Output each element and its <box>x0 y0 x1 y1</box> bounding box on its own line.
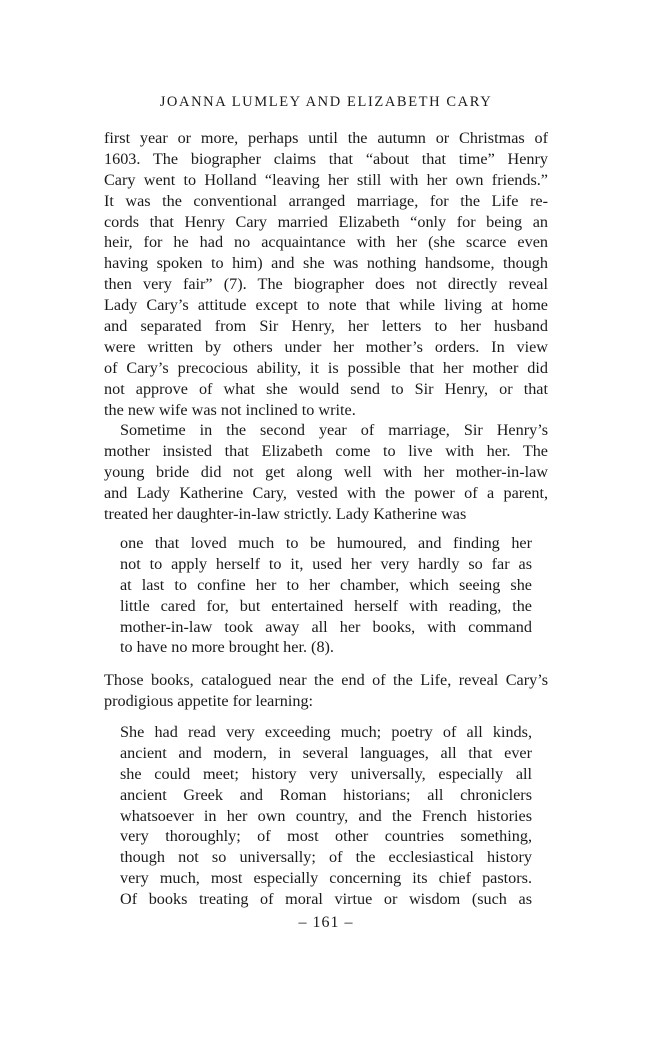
text-line: Lady Cary’s attitude except to note that while living at home <box>104 296 548 315</box>
text-line: heir, for he had no acquaintance with her (she scarce even <box>104 233 548 252</box>
text-line: of Cary’s precocious ability, it is possible that her mother did <box>104 358 548 377</box>
text-line: then very fair” (7). The biographer does not directly reveal <box>104 275 548 294</box>
quote-line: not to apply herself to it, used her very hardly so far as <box>120 554 532 573</box>
quote-line: mother-in-law took away all her books, with command <box>120 617 532 636</box>
page-number: – 161 – <box>298 914 354 931</box>
text-line: young bride did not get along well with her mother-in-law <box>104 463 548 482</box>
text-line: Cary went to Holland “leaving her still with her own friends.” <box>104 170 548 189</box>
quote-line: at last to confine her to her chamber, which seeing she <box>120 575 532 594</box>
running-head: JOANNA LUMLEY AND ELIZABETH CARY <box>159 94 493 110</box>
text-line: mother insisted that Elizabeth come to live with her. The <box>104 442 548 461</box>
quote-line: very much, most especially concerning its chief pastors. <box>120 869 532 888</box>
quote-line: ancient and modern, in several languages, all that ever <box>120 743 532 762</box>
text-line: prodigious appetite for learning: <box>104 691 314 710</box>
text-line: 1603. The biographer claims that “about that time” Henry <box>104 149 548 168</box>
text-line: the new wife was not inclined to write. <box>104 400 356 419</box>
text-line: It was the conventional arranged marriage, for the Life re- <box>104 191 548 210</box>
quote-line: she could meet; history very universally, especially all <box>120 764 532 783</box>
text-line: Those books, catalogued near the end of the Life, reveal Cary’s <box>104 671 548 689</box>
text-line: and separated from Sir Henry, her letters to her husband <box>104 317 548 336</box>
text-line: cords that Henry Cary married Elizabeth “only for being an <box>104 212 548 231</box>
quote-line: little cared for, but entertained herself with reading, the <box>120 596 532 615</box>
quote-line: whatsoever in her own country, and the French histories <box>120 806 532 825</box>
text-line: not approve of what she would send to Sir Henry, or that <box>104 379 548 398</box>
quote-line: very thoroughly; of most other countries something, <box>120 827 532 846</box>
text-line: Sometime in the second year of marriage, Sir Henry’s <box>120 421 548 440</box>
quote-line: Of books treating of moral virtue or wisdom (such as <box>120 890 532 909</box>
text-line: and Lady Katherine Cary, vested with the power of a parent, <box>104 484 548 503</box>
quote-line: though not so universally; of the ecclesiastical history <box>120 848 532 867</box>
quote-line: one that loved much to be humoured, and finding her <box>120 534 532 552</box>
text-line: treated her daughter-in-law strictly. Lady Katherine was <box>104 505 467 524</box>
quote-line: to have no more brought her. (8). <box>120 638 334 657</box>
text-line: first year or more, perhaps until the autumn or Christmas of <box>104 129 548 147</box>
body-paragraph-1 <box>104 128 548 525</box>
block-quote-2 <box>104 722 548 910</box>
quote-line: She had read very exceeding much; poetry of all kinds, <box>120 723 532 741</box>
body-paragraph-2 <box>104 670 548 712</box>
text-line: having spoken to him) and she was nothing handsome, though <box>104 254 548 273</box>
block-quote-1 <box>104 533 548 658</box>
text-line: were written by others under her mother’s orders. In view <box>104 337 548 356</box>
quote-line: ancient Greek and Roman historians; all chroniclers <box>120 785 532 804</box>
